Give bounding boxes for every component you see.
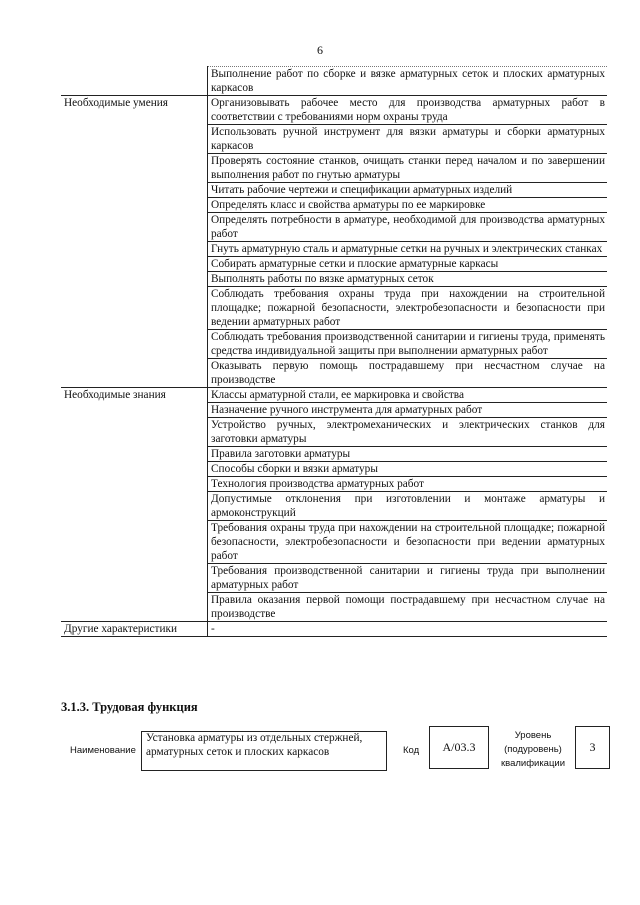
table-row <box>61 477 607 492</box>
work-function-table <box>61 66 607 637</box>
row-value: Читать рабочие чертежи и спецификации арматурных изделий <box>208 183 608 198</box>
qualification-level-value: 3 <box>575 726 610 769</box>
table-row <box>61 154 607 183</box>
row-value: Классы арматурной стали, ее маркировка и свойства <box>208 388 608 403</box>
row-label <box>61 154 208 183</box>
table-row <box>61 67 607 96</box>
row-value: Правила заготовки арматуры <box>208 447 608 462</box>
table-row <box>61 183 607 198</box>
row-label <box>61 521 208 564</box>
row-value: Соблюдать требования производственной санитарии и гигиены труда, применять средства индивидуальной защиты при выполнении арматурных работ <box>208 330 608 359</box>
table-row <box>61 462 607 477</box>
row-value: Правила оказания первой помощи пострадавшему при несчастном случае на производстве <box>208 593 608 622</box>
row-label <box>61 287 208 330</box>
table-row <box>61 213 607 242</box>
table-row <box>61 564 607 593</box>
name-value: Установка арматуры из отдельных стержней, арматурных сеток и плоских каркасов <box>141 731 387 771</box>
row-label <box>61 447 208 462</box>
table-row <box>61 198 607 213</box>
row-label <box>61 462 208 477</box>
table-row <box>61 622 607 637</box>
row-value: Гнуть арматурную сталь и арматурные сетки на ручных и электрических станках <box>208 242 608 257</box>
row-value: Определять класс и свойства арматуры по ее маркировке <box>208 198 608 213</box>
table-row <box>61 242 607 257</box>
row-value: Технология производства арматурных работ <box>208 477 608 492</box>
row-label <box>61 403 208 418</box>
row-value: Назначение ручного инструмента для арматурных работ <box>208 403 608 418</box>
row-value: Определять потребности в арматуре, необходимой для производства арматурных работ <box>208 213 608 242</box>
row-label: Необходимые знания <box>61 388 208 403</box>
row-label <box>61 213 208 242</box>
table-row <box>61 593 607 622</box>
table-row <box>61 257 607 272</box>
row-label <box>61 477 208 492</box>
table-row <box>61 359 607 388</box>
row-value: Способы сборки и вязки арматуры <box>208 462 608 477</box>
row-label <box>61 593 208 622</box>
row-label <box>61 330 208 359</box>
row-value: Допустимые отклонения при изготовлении и монтаже арматуры и армоконструкций <box>208 492 608 521</box>
row-value: Соблюдать требования охраны труда при нахождении на строительной площадке; пожарной безопасности, электробезопасности и безопасности при ведении арматурных работ <box>208 287 608 330</box>
row-value: Выполнять работы по вязке арматурных сеток <box>208 272 608 287</box>
row-label <box>61 183 208 198</box>
table-row <box>61 388 607 403</box>
table-row <box>61 521 607 564</box>
row-value: Требования охраны труда при нахождении на строительной площадке; пожарной безопасности, электробезопасности и безопасности при ведении арматурных работ <box>208 521 608 564</box>
table-row <box>61 96 607 125</box>
row-label <box>61 492 208 521</box>
row-label <box>61 125 208 154</box>
row-value: Использовать ручной инструмент для вязки арматуры и сборки арматурных каркасов <box>208 125 608 154</box>
row-label <box>61 564 208 593</box>
row-value: Собирать арматурные сетки и плоские арматурные каркасы <box>208 257 608 272</box>
row-label: Другие характеристики <box>61 622 208 637</box>
row-label <box>61 257 208 272</box>
table-row <box>61 287 607 330</box>
row-label <box>61 418 208 447</box>
table-row <box>61 125 607 154</box>
row-value: - <box>208 622 608 637</box>
row-value: Выполнение работ по сборке и вязке арматурных сеток и плоских арматурных каркасов <box>208 67 608 96</box>
name-label: Наименование <box>70 745 136 756</box>
section-title: 3.1.3. Трудовая функция <box>61 700 198 714</box>
row-value: Требования производственной санитарии и гигиены труда при выполнении арматурных работ <box>208 564 608 593</box>
code-value: A/03.3 <box>429 726 489 769</box>
table-row <box>61 492 607 521</box>
row-label <box>61 359 208 388</box>
row-value: Устройство ручных, электромеханических и электрических станков для заготовки арматуры <box>208 418 608 447</box>
table-row <box>61 447 607 462</box>
table-row <box>61 330 607 359</box>
table-row <box>61 272 607 287</box>
table-row <box>61 418 607 447</box>
row-label <box>61 67 208 96</box>
code-label: Код <box>403 745 420 756</box>
row-value: Проверять состояние станков, очищать станки перед началом и по завершении выполнения работ по гнутью арматуры <box>208 154 608 183</box>
row-value: Организовывать рабочее место для производства арматурных работ в соответствии с требованиями норм охраны труда <box>208 96 608 125</box>
page-number: 6 <box>317 43 323 57</box>
qualification-level-label: Уровень (подуровень) квалификации <box>500 730 566 769</box>
row-label <box>61 198 208 213</box>
row-value: Оказывать первую помощь пострадавшему при несчастном случае на производстве <box>208 359 608 388</box>
row-label <box>61 272 208 287</box>
row-label: Необходимые умения <box>61 96 208 125</box>
row-label <box>61 242 208 257</box>
table-row <box>61 403 607 418</box>
